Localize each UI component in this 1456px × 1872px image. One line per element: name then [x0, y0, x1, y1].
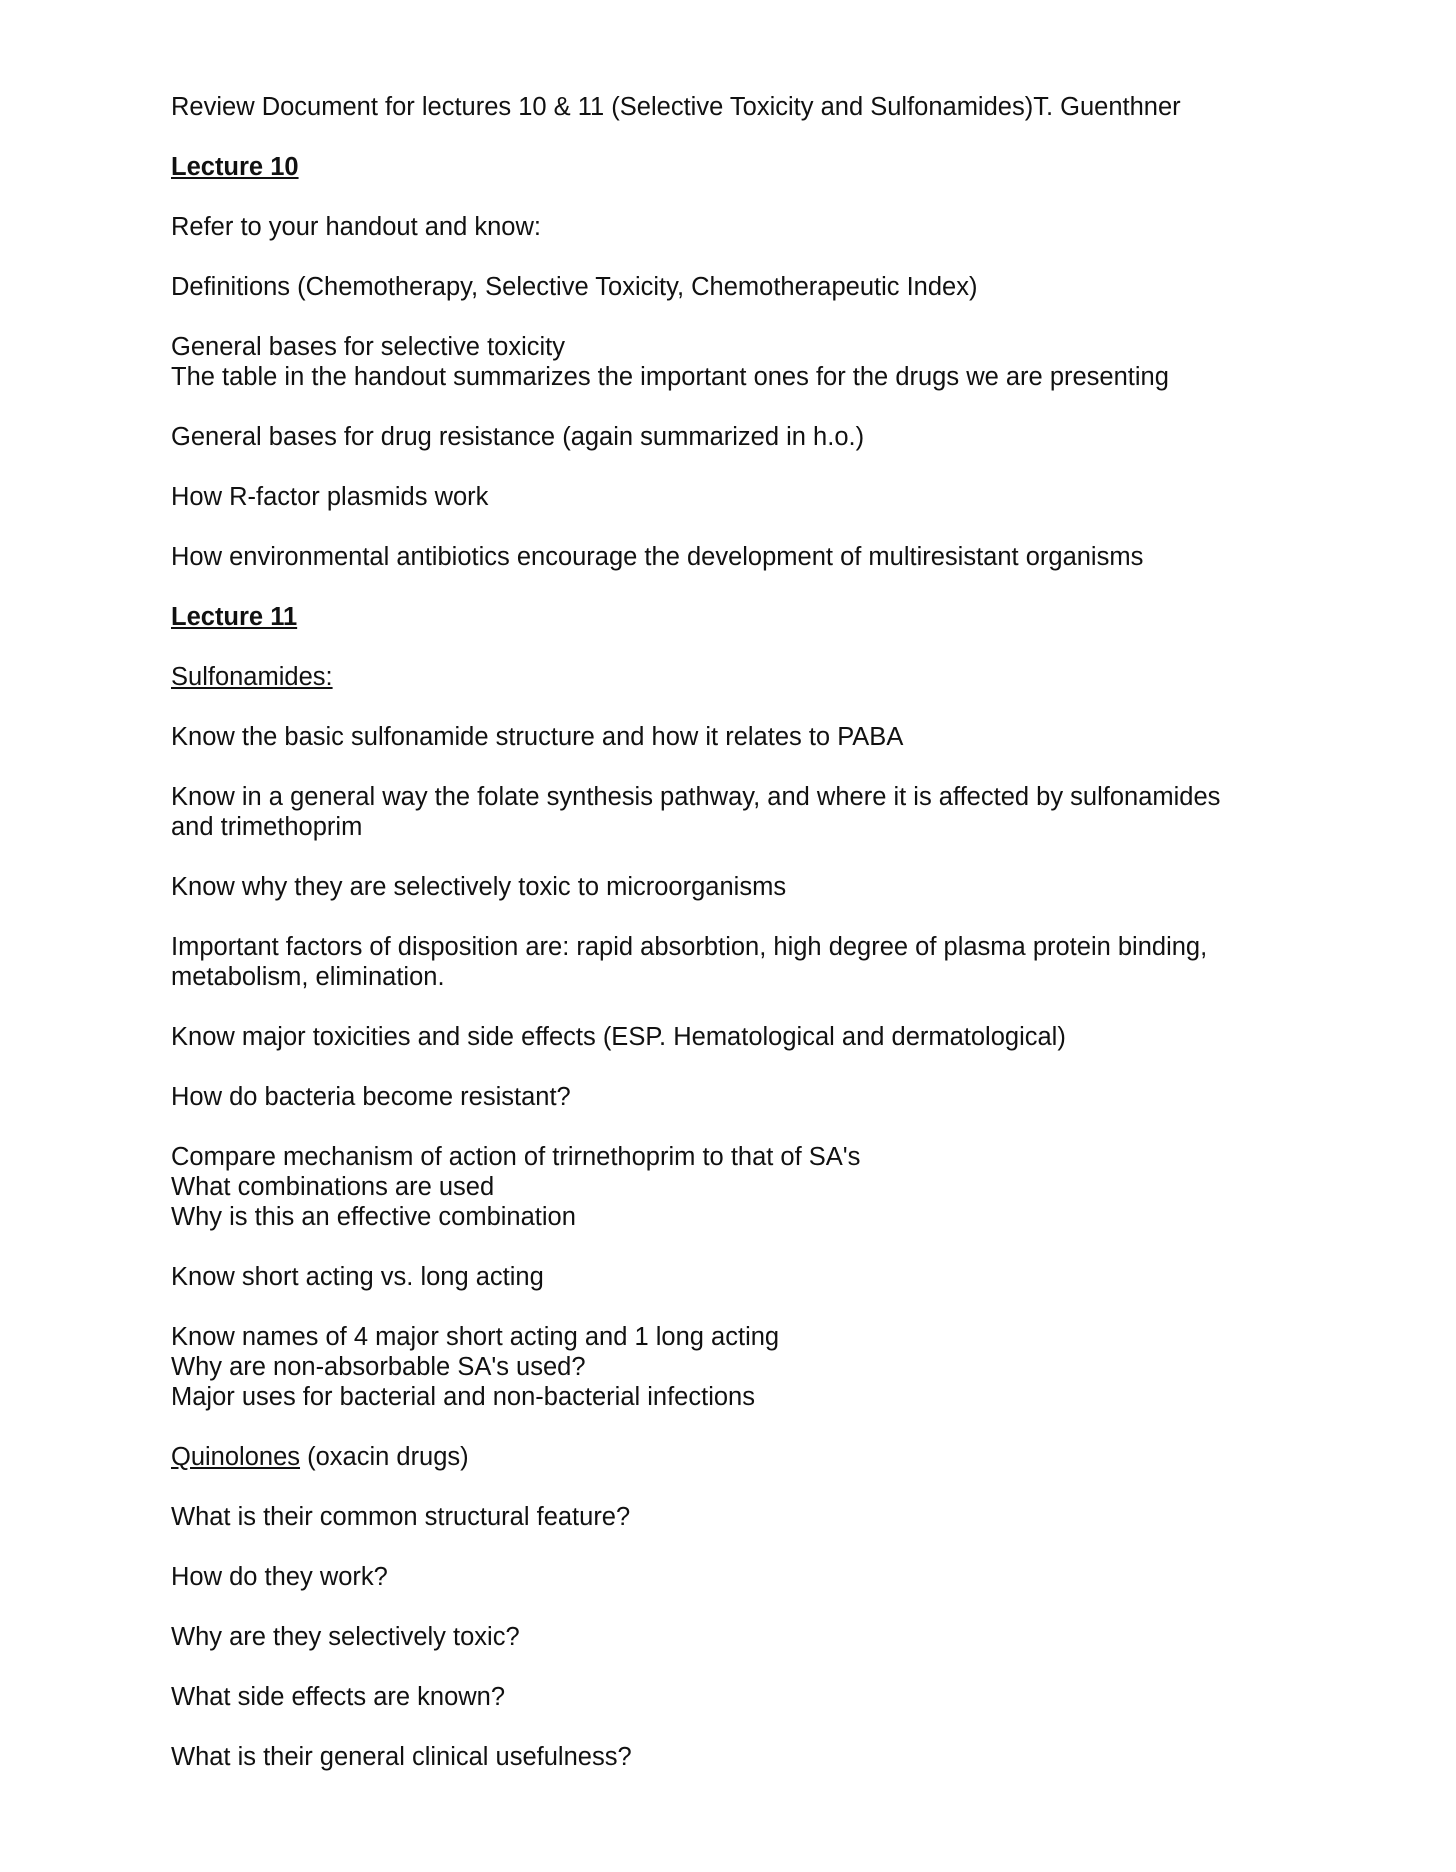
bases-selective-detail: The table in the handout summarizes the important ones for the drugs we are presenting	[171, 363, 1169, 391]
effective-combination-item: Why is this an effective combination	[171, 1203, 576, 1231]
quinolones-question-side-effects: What side effects are known?	[171, 1683, 506, 1711]
quinolones-subheading-line	[171, 1442, 1311, 1472]
bases-selective-item: General bases for selective toxicity	[171, 333, 566, 361]
disposition-item: Important factors of disposition are: rapid absorbtion, high degree of plasma protein binding,	[171, 933, 1208, 961]
quinolones-question-selective: Why are they selectively toxic?	[171, 1623, 520, 1651]
quinolones-question-mechanism: How do they work?	[171, 1563, 388, 1591]
compare-item: Compare mechanism of action of trirnethoprim to that of SA's	[171, 1143, 861, 1171]
bases-resistance-item: General bases for drug resistance (again summarized in h.o.)	[171, 423, 865, 451]
combinations-item: What combinations are used	[171, 1173, 495, 1201]
environmental-item: How environmental antibiotics encourage the development of multiresistant organisms	[171, 543, 1144, 571]
resistant-item: How do bacteria become resistant?	[171, 1083, 571, 1111]
sulfonamides-subheading: Sulfonamides:	[171, 663, 333, 691]
quinolones-question-structure: What is their common structural feature?	[171, 1503, 631, 1531]
names-item: Know names of 4 major short acting and 1 long acting	[171, 1323, 780, 1351]
major-uses-item: Major uses for bacterial and non-bacterial infections	[171, 1383, 755, 1411]
structure-item: Know the basic sulfonamide structure and how it relates to PABA	[171, 723, 904, 751]
document-page	[171, 92, 1311, 1772]
definitions-item: Definitions (Chemotherapy, Selective Toxicity, Chemotherapeutic Index)	[171, 273, 978, 301]
document-header: Review Document for lectures 10 & 11 (Selective Toxicity and Sulfonamides)T. Guenthner	[171, 93, 1181, 121]
toxicities-item: Know major toxicities and side effects (ESP. Hematological and dermatological)	[171, 1023, 1066, 1051]
lecture-11-heading: Lecture 11	[171, 603, 298, 631]
folate-item-cont: and trimethoprim	[171, 813, 363, 841]
quinolones-note: (oxacin drugs)	[300, 1443, 469, 1471]
r-factor-item: How R-factor plasmids work	[171, 483, 489, 511]
acting-item: Know short acting vs. long acting	[171, 1263, 544, 1291]
lecture-10-intro: Refer to your handout and know:	[171, 213, 541, 241]
quinolones-question-usefulness: What is their general clinical usefulness?	[171, 1743, 632, 1771]
selective-item: Know why they are selectively toxic to microorganisms	[171, 873, 787, 901]
quinolones-subheading: Quinolones	[171, 1443, 301, 1471]
folate-item: Know in a general way the folate synthesis pathway, and where it is affected by sulfonamides	[171, 783, 1221, 811]
lecture-10-heading: Lecture 10	[171, 153, 299, 181]
non-absorbable-item: Why are non-absorbable SA's used?	[171, 1353, 586, 1381]
disposition-item-cont: metabolism, elimination.	[171, 963, 445, 991]
